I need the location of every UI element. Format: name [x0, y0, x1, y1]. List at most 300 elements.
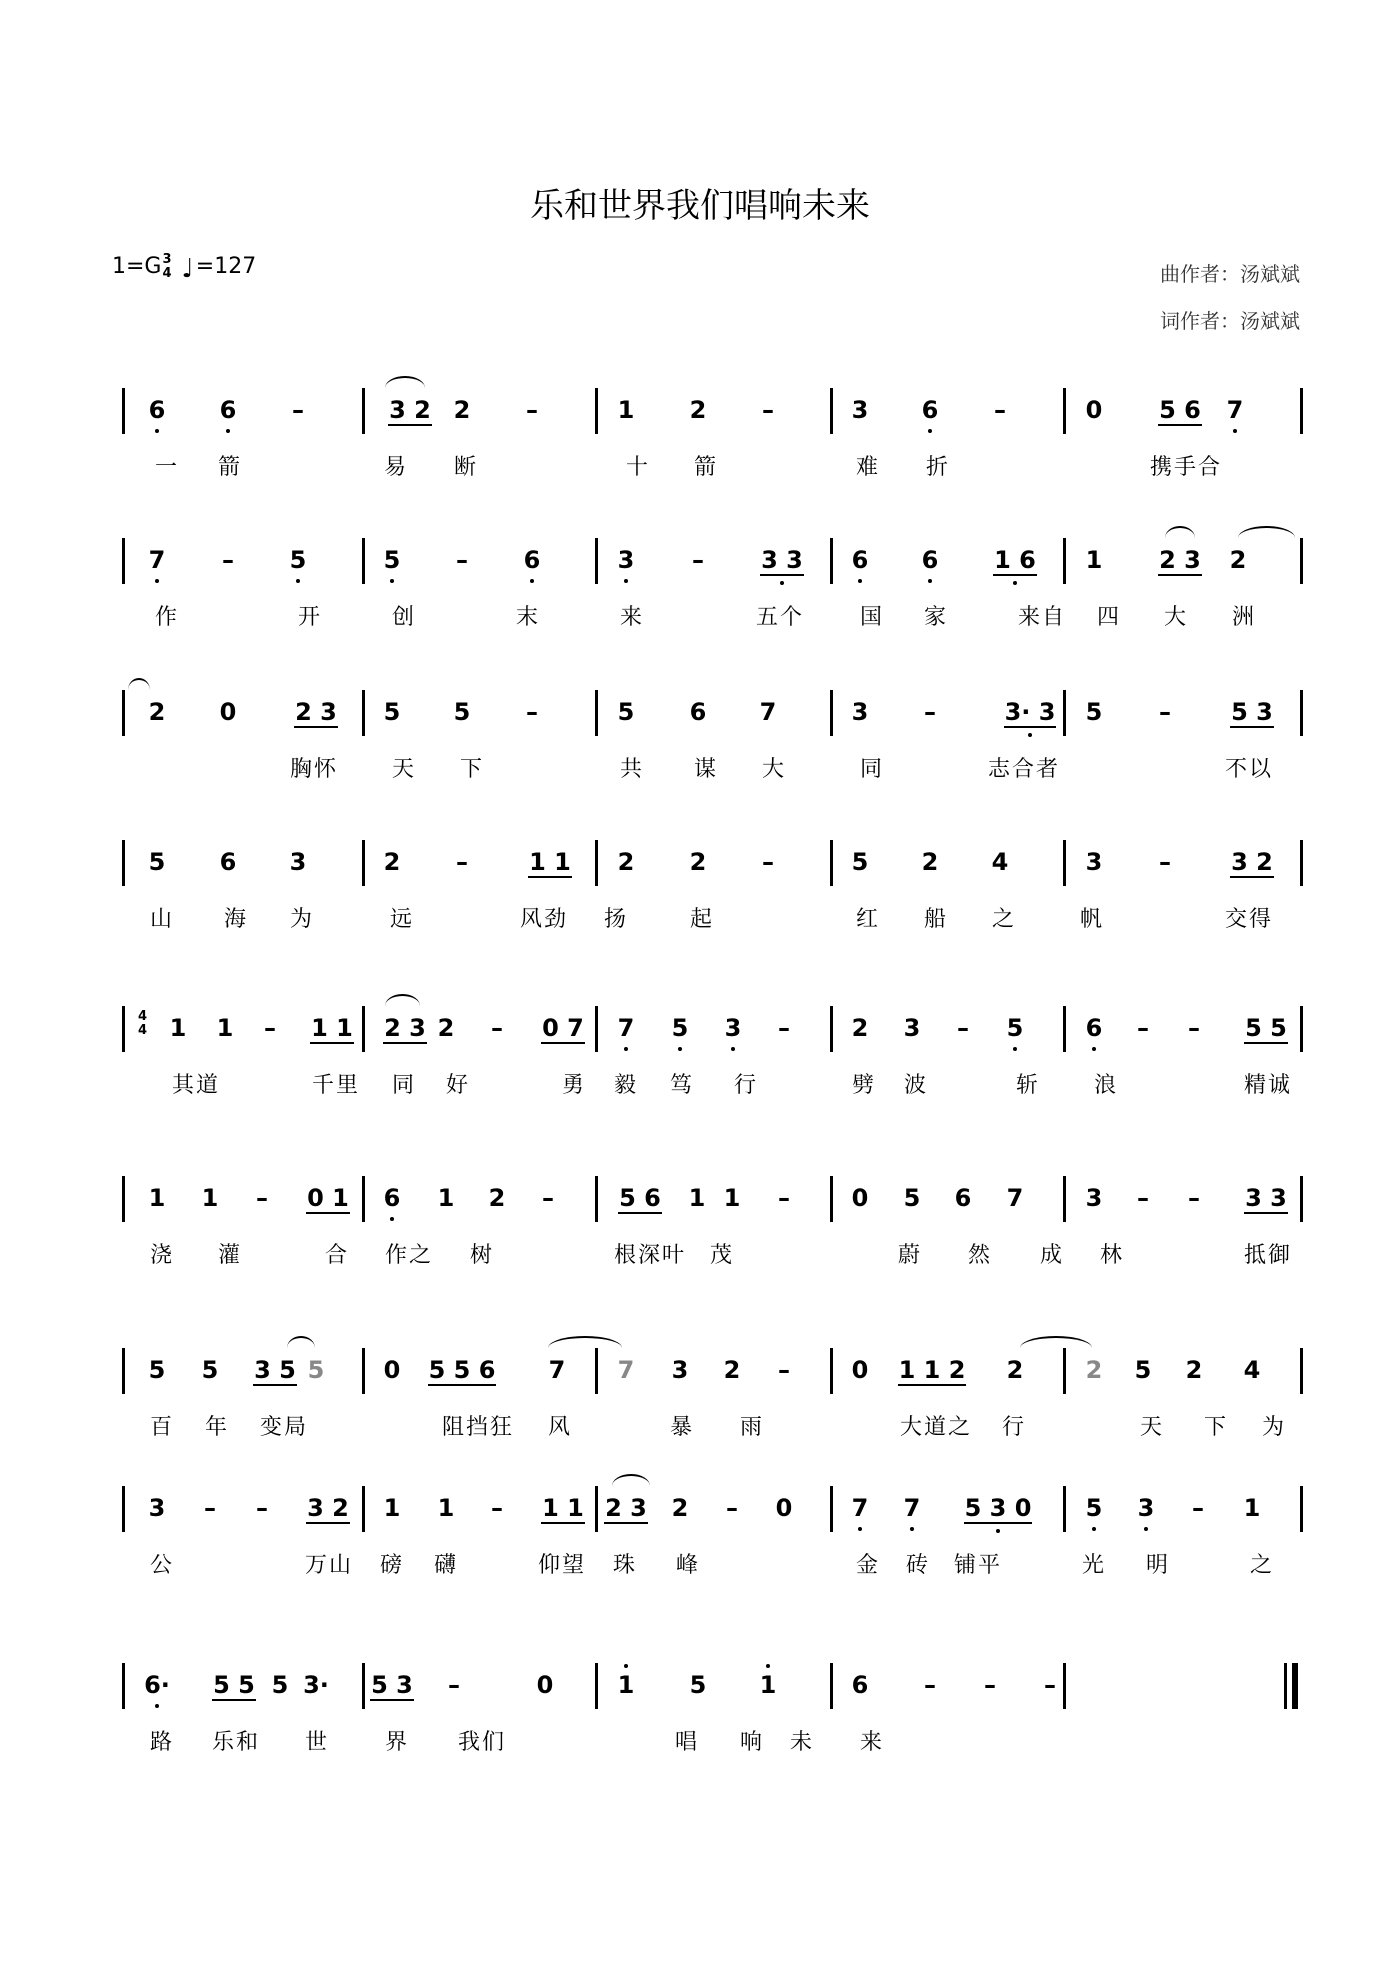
note: 3 — [1137, 1494, 1155, 1522]
lyric: 来 — [860, 1730, 885, 1755]
lyric: 唱 — [675, 1730, 700, 1755]
note-group — [292, 1008, 372, 1048]
note-group — [744, 1350, 824, 1390]
lyric: 创 — [392, 605, 417, 630]
lyric: 五个 — [756, 605, 805, 630]
lyric: 携手合 — [1150, 455, 1223, 480]
note: 6 — [1085, 1014, 1103, 1042]
lyric: 路 — [150, 1730, 175, 1755]
note-group — [422, 390, 502, 430]
note-group — [1125, 692, 1205, 732]
lyric: 斩 — [1016, 1073, 1041, 1098]
note: 2 — [689, 396, 707, 424]
note: – — [1137, 1184, 1149, 1212]
note: 2 3 — [384, 1014, 426, 1042]
note-group — [975, 1178, 1055, 1218]
barline — [1300, 538, 1303, 584]
lyric: 山 — [150, 907, 175, 932]
score-line — [0, 1488, 1400, 1598]
lyric: 作 — [155, 605, 180, 630]
note: 2 — [723, 1356, 741, 1384]
note: – — [292, 396, 304, 424]
note-group — [1054, 390, 1134, 430]
lyric: 千里 — [312, 1073, 361, 1098]
lyric: 起 — [690, 907, 715, 932]
note: 3 2 — [307, 1494, 349, 1522]
lyric: 行 — [1002, 1415, 1027, 1440]
note: 6 — [921, 396, 939, 424]
note: 3· — [303, 1671, 329, 1699]
note: 3 — [903, 1014, 921, 1042]
note-group — [117, 390, 197, 430]
note: 5 — [383, 698, 401, 726]
note-group — [492, 692, 572, 732]
note: – — [924, 1671, 936, 1699]
note: 2 — [437, 1014, 455, 1042]
note: 2 — [1006, 1356, 1024, 1384]
tie-slur — [612, 1474, 650, 1486]
lyric: 难 — [856, 455, 881, 480]
score-line — [0, 692, 1400, 802]
note: – — [1192, 1494, 1204, 1522]
note: – — [542, 1184, 554, 1212]
note: 5 — [453, 698, 471, 726]
note-group — [728, 842, 808, 882]
note-group — [658, 1665, 738, 1705]
note-group — [414, 1665, 494, 1705]
note-group — [422, 692, 502, 732]
note: 5 — [1006, 1014, 1024, 1042]
note: – — [456, 546, 468, 574]
note: 3 3 — [1245, 1184, 1287, 1212]
note: 5 — [148, 1356, 166, 1384]
note-group — [728, 1665, 808, 1705]
note: 5 — [271, 1671, 289, 1699]
note: 3 — [617, 546, 635, 574]
barline — [362, 388, 365, 434]
note-group — [872, 1488, 952, 1528]
note: 6 — [851, 546, 869, 574]
note-group — [658, 540, 738, 580]
note: 6 — [851, 1671, 869, 1699]
tie-slur — [1020, 1336, 1092, 1348]
note: – — [204, 1494, 216, 1522]
lyric: 茂 — [710, 1243, 735, 1268]
note: 2 — [1085, 1356, 1103, 1384]
note: 5 3 — [1231, 698, 1273, 726]
lyric: 箭 — [694, 455, 719, 480]
note: 0 — [219, 698, 237, 726]
note-group — [728, 390, 808, 430]
note-group — [890, 540, 970, 580]
score-line — [0, 1178, 1400, 1288]
note-group — [975, 540, 1055, 580]
barline — [1300, 690, 1303, 736]
barline — [595, 1176, 598, 1222]
note: 5 — [617, 698, 635, 726]
note: 7 — [1226, 396, 1244, 424]
note: 1 6 — [994, 546, 1036, 574]
barline — [1300, 388, 1303, 434]
lyric: 万山 — [305, 1553, 354, 1578]
note: 1 — [1243, 1494, 1261, 1522]
note: 2 — [671, 1494, 689, 1522]
note-group — [975, 1350, 1055, 1390]
note-group — [820, 540, 900, 580]
note: 5 — [851, 848, 869, 876]
lyric: 灌 — [218, 1243, 243, 1268]
note: 3 — [851, 396, 869, 424]
note: 4 — [1243, 1356, 1261, 1384]
note: – — [924, 698, 936, 726]
note: 3 2 — [389, 396, 431, 424]
note: 1 — [169, 1014, 187, 1042]
song-title: 乐和世界我们唱响未来 — [530, 186, 870, 226]
note: 5 — [201, 1356, 219, 1384]
lyric: 光 — [1082, 1553, 1107, 1578]
lyric: 铺平 — [954, 1553, 1003, 1578]
note: 5 — [148, 848, 166, 876]
lyric: 根深叶 — [614, 1243, 687, 1268]
tie-slur — [128, 678, 150, 690]
lyric: 四 — [1097, 605, 1122, 630]
lyric: 乐和 — [212, 1730, 261, 1755]
final-barline-thick — [1292, 1663, 1298, 1709]
note-group — [1212, 1350, 1292, 1390]
note-group — [892, 1350, 972, 1390]
note-group — [510, 842, 590, 882]
note-group — [1212, 842, 1292, 882]
lyric: 合 — [325, 1243, 350, 1268]
note: – — [1188, 1014, 1200, 1042]
note-group — [117, 692, 197, 732]
lyric: 蔚 — [898, 1243, 923, 1268]
note-group — [975, 1008, 1055, 1048]
note: 6 — [523, 546, 541, 574]
note-group — [586, 692, 666, 732]
note: 6 — [921, 546, 939, 574]
note: 7 — [1006, 1184, 1024, 1212]
lyric: 开 — [298, 605, 323, 630]
lyric: 珠 — [613, 1553, 638, 1578]
note: – — [448, 1671, 460, 1699]
note: 2 — [488, 1184, 506, 1212]
note: 3 — [148, 1494, 166, 1522]
lyric: 天 — [392, 757, 417, 782]
barline — [1300, 1486, 1303, 1532]
note: 0 — [851, 1184, 869, 1212]
lyric: 大 — [762, 757, 787, 782]
tie-slur — [1165, 526, 1195, 538]
note-group — [258, 842, 338, 882]
lyric: 之 — [992, 907, 1017, 932]
tie-slur — [548, 1336, 622, 1348]
note-group — [1198, 540, 1278, 580]
note-group — [276, 1350, 356, 1390]
lyric: 林 — [1100, 1243, 1125, 1268]
note: – — [762, 848, 774, 876]
note-group — [492, 390, 572, 430]
note: 5 — [289, 546, 307, 574]
barline — [122, 1006, 125, 1052]
lyric: 扬 — [604, 907, 629, 932]
note: 5 — [1085, 1494, 1103, 1522]
note-group — [1054, 842, 1134, 882]
note: – — [1159, 698, 1171, 726]
note-group — [744, 1178, 824, 1218]
note: 3· 3 — [1004, 698, 1056, 726]
note: 1 — [383, 1494, 401, 1522]
lyric: 来自 — [1018, 605, 1067, 630]
key-prefix: 1=G — [112, 254, 162, 279]
note: 3 3 — [761, 546, 803, 574]
lyric: 仰望 — [538, 1553, 587, 1578]
note: 3 — [1085, 1184, 1103, 1212]
note-group — [352, 692, 432, 732]
note: 6 — [383, 1184, 401, 1212]
note-group — [1054, 692, 1134, 732]
note: – — [256, 1184, 268, 1212]
note: 3 5 — [254, 1356, 296, 1384]
lyric: 然 — [968, 1243, 993, 1268]
tie-slur — [385, 994, 420, 1006]
lyric: 毅 — [614, 1073, 639, 1098]
note-group — [117, 540, 197, 580]
note: 5 — [1085, 698, 1103, 726]
note: 5 — [689, 1671, 707, 1699]
barline — [1300, 1348, 1303, 1394]
note-group — [117, 1665, 197, 1705]
note-group — [958, 1488, 1038, 1528]
score-line — [0, 1008, 1400, 1118]
time-signature: 3 4 — [162, 252, 172, 281]
note-group — [1212, 1488, 1292, 1528]
lyric: 雨 — [740, 1415, 765, 1440]
score-line — [0, 1350, 1400, 1460]
note: 1 1 — [529, 848, 571, 876]
note-group — [890, 692, 970, 732]
note: 7 — [759, 698, 777, 726]
tie-slur — [385, 376, 425, 388]
note-group — [117, 842, 197, 882]
note: 7 — [617, 1014, 635, 1042]
note: 0 7 — [542, 1014, 584, 1042]
final-barline-thin — [1284, 1663, 1287, 1709]
lyric: 作之 — [385, 1243, 434, 1268]
note: 1 — [688, 1184, 706, 1212]
note-group — [820, 1665, 900, 1705]
note-group — [744, 1008, 824, 1048]
note-group — [1226, 1178, 1306, 1218]
note: 3 — [851, 698, 869, 726]
note: 1 — [617, 1671, 635, 1699]
note: 3 — [671, 1356, 689, 1384]
lyricist-credit: 词作者：汤斌斌 — [1160, 309, 1300, 333]
note: 2 — [851, 1014, 869, 1042]
note: 4 — [991, 848, 1009, 876]
note: – — [1044, 1671, 1056, 1699]
lyric: 胸怀 — [290, 757, 339, 782]
note: 2 — [689, 848, 707, 876]
note: 1 — [437, 1494, 455, 1522]
lyric: 世 — [305, 1730, 330, 1755]
lyric: 谋 — [694, 757, 719, 782]
note-group — [586, 540, 666, 580]
note: 2 3 — [605, 1494, 647, 1522]
lyric: 大 — [1164, 605, 1189, 630]
note: – — [526, 396, 538, 424]
lyric: 砖 — [906, 1553, 931, 1578]
score-line — [0, 1665, 1400, 1775]
note-group — [188, 692, 268, 732]
note: 7 — [148, 546, 166, 574]
note: – — [994, 396, 1006, 424]
lyric: 风劲 — [520, 907, 569, 932]
note: 5 3 0 — [964, 1494, 1032, 1522]
lyric: 公 — [150, 1553, 175, 1578]
lyric: 树 — [470, 1243, 495, 1268]
lyric: 变局 — [260, 1415, 309, 1440]
note: 2 — [921, 848, 939, 876]
note: 2 3 — [295, 698, 337, 726]
note-group — [728, 692, 808, 732]
score-line — [0, 540, 1400, 650]
note: 5 6 — [1159, 396, 1201, 424]
lyric: 来 — [620, 605, 645, 630]
note-group — [422, 540, 502, 580]
lyric: 家 — [924, 605, 949, 630]
note: 6 — [219, 848, 237, 876]
note-group — [276, 692, 356, 732]
note: 6 — [954, 1184, 972, 1212]
note-group — [505, 1665, 585, 1705]
note: – — [778, 1356, 790, 1384]
note: 5 5 — [1245, 1014, 1287, 1042]
lyric: 风 — [548, 1415, 573, 1440]
note: – — [491, 1014, 503, 1042]
lyric: 志合者 — [988, 757, 1061, 782]
note: 2 — [617, 848, 635, 876]
lyric: 箭 — [218, 455, 243, 480]
lyric: 年 — [205, 1415, 230, 1440]
note: 7 — [548, 1356, 566, 1384]
lyric: 磅 — [380, 1553, 405, 1578]
note: 5 3 — [371, 1671, 413, 1699]
lyric: 为 — [290, 907, 315, 932]
lyric: 礴 — [434, 1553, 459, 1578]
note: – — [456, 848, 468, 876]
note: – — [692, 546, 704, 574]
note-group — [352, 540, 432, 580]
note: 1 — [437, 1184, 455, 1212]
note: 2 — [148, 698, 166, 726]
lyric: 暴 — [670, 1415, 695, 1440]
note: 1 1 — [542, 1494, 584, 1522]
note-group — [258, 540, 338, 580]
lyric: 断 — [454, 455, 479, 480]
note-group — [422, 1350, 502, 1390]
note: 6 — [689, 698, 707, 726]
note: 2 — [1229, 546, 1247, 574]
note: 6 — [219, 396, 237, 424]
note: – — [778, 1014, 790, 1042]
lyric: 不以 — [1225, 757, 1274, 782]
lyric: 金 — [856, 1553, 881, 1578]
note: – — [491, 1494, 503, 1522]
note-group — [820, 390, 900, 430]
lyric: 抵御 — [1244, 1243, 1293, 1268]
note: – — [762, 396, 774, 424]
lyric: 十 — [626, 455, 651, 480]
note-group — [820, 692, 900, 732]
note: 3 — [1085, 848, 1103, 876]
lyric: 浇 — [150, 1243, 175, 1268]
lyric: 易 — [384, 455, 409, 480]
lyric: 天 — [1140, 1415, 1165, 1440]
note: – — [726, 1494, 738, 1522]
note: 1 — [216, 1014, 234, 1042]
note-group — [422, 842, 502, 882]
composer-credit: 曲作者：汤斌斌 — [1160, 262, 1300, 286]
note: 5 6 — [619, 1184, 661, 1212]
note: 1 — [201, 1184, 219, 1212]
lyric: 远 — [390, 907, 415, 932]
note: – — [984, 1671, 996, 1699]
note: 7 — [851, 1494, 869, 1522]
note: – — [957, 1014, 969, 1042]
note-group — [744, 1488, 824, 1528]
note: 3 — [724, 1014, 742, 1042]
note: – — [1188, 1184, 1200, 1212]
note-group — [188, 842, 268, 882]
note-group — [890, 842, 970, 882]
note: 1 — [617, 396, 635, 424]
lyric: 海 — [224, 907, 249, 932]
note-group — [1010, 1665, 1090, 1705]
note-group — [742, 540, 822, 580]
note: 1 1 2 — [898, 1356, 966, 1384]
note: 2 — [1185, 1356, 1203, 1384]
note-group — [586, 1665, 666, 1705]
note: 0 — [1085, 396, 1103, 424]
note-group — [492, 540, 572, 580]
note-group — [1226, 1008, 1306, 1048]
tempo: =127 — [195, 254, 257, 279]
note-group — [890, 390, 970, 430]
note: 1 — [723, 1184, 741, 1212]
note-group — [658, 692, 738, 732]
note: 5 — [671, 1014, 689, 1042]
note: 5 — [383, 546, 401, 574]
lyric: 百 — [150, 1415, 175, 1440]
note-group — [276, 1665, 356, 1705]
note: 3 2 — [1231, 848, 1273, 876]
note: – — [222, 546, 234, 574]
lyric: 成 — [1040, 1243, 1065, 1268]
lyric: 大道之 — [900, 1415, 973, 1440]
lyric: 末 — [516, 605, 541, 630]
note: – — [526, 698, 538, 726]
score-line — [0, 842, 1400, 952]
note-group — [188, 540, 268, 580]
note: 5 — [307, 1356, 325, 1384]
note: 0 — [851, 1356, 869, 1384]
note-group — [1125, 842, 1205, 882]
lyric: 好 — [446, 1073, 471, 1098]
lyric: 交得 — [1225, 907, 1274, 932]
lyric: 波 — [904, 1073, 929, 1098]
lyric: 洲 — [1232, 605, 1257, 630]
